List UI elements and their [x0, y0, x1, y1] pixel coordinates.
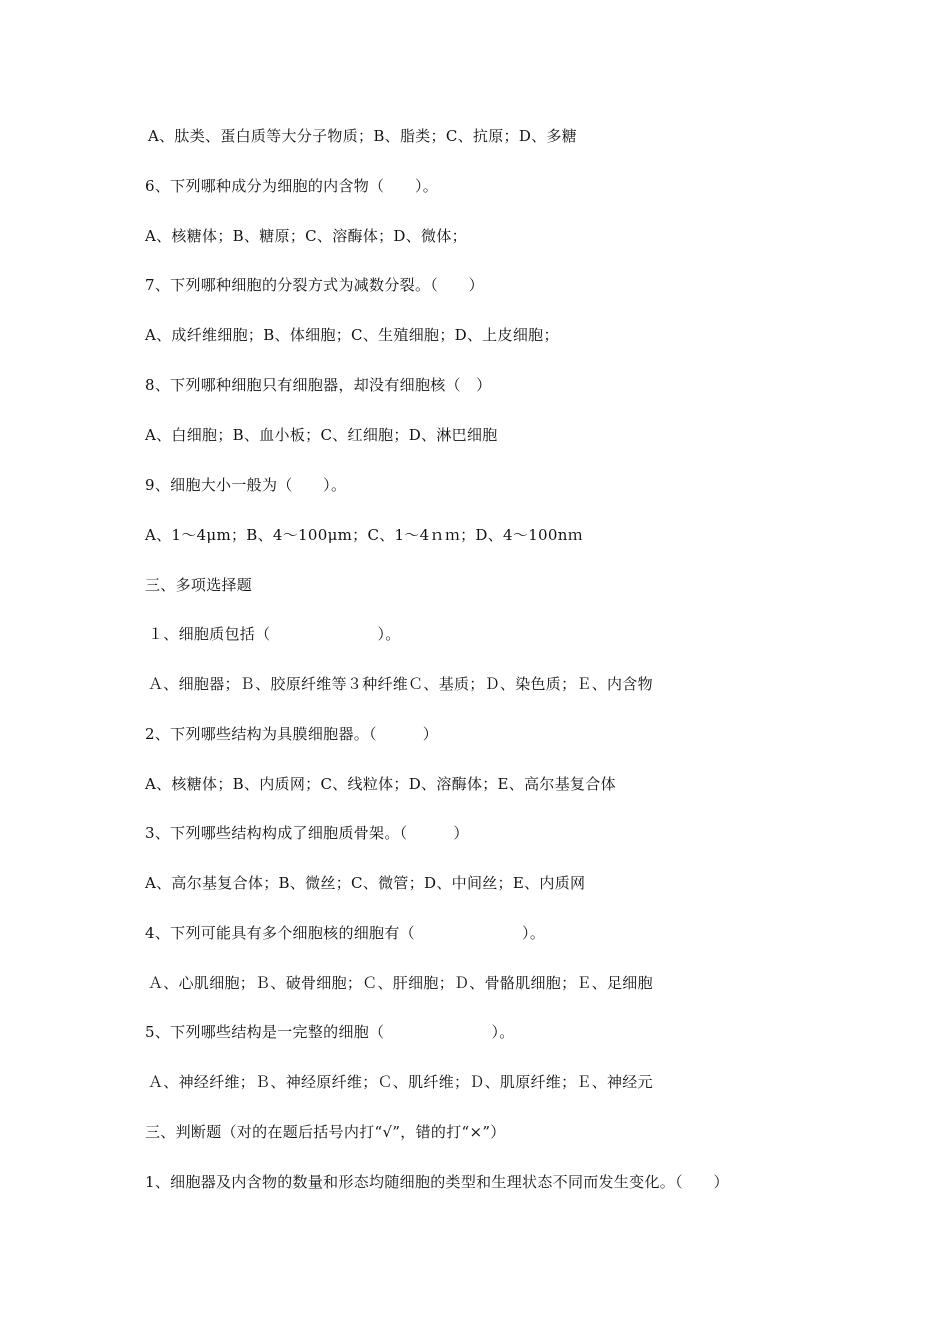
mc-answer-options-1: Ａ、细胞器；Ｂ、胶原纤维等３种纤维Ｃ、基质；Ｄ、染色质；Ｅ、内含物: [148, 675, 653, 693]
answer-options-9: A、1～4μm；B、4～100μm；C、1～4ｎｍ；D、4～100nｍ: [145, 526, 583, 544]
mc-question-5: 5、下列哪些结构是一完整的细胞（ ）。: [145, 1023, 515, 1041]
mc-question-3: 3、下列哪些结构构成了细胞质骨架。（ ）: [145, 824, 469, 842]
mc-answer-options-5: Ａ、神经纤维；Ｂ、神经原纤维；Ｃ、肌纤维；Ｄ、肌原纤维；Ｅ、神经元: [148, 1073, 653, 1091]
question-7: 7、下列哪种细胞的分裂方式为减数分裂。（ ）: [145, 276, 484, 294]
section-heading-true-false: 三、判断题（对的在题后括号内打“√”，错的打“×”）: [145, 1123, 506, 1141]
mc-question-4: 4、下列可能具有多个细胞核的细胞有（ ）。: [145, 924, 546, 942]
tf-question-1: 1、细胞器及内含物的数量和形态均随细胞的类型和生理状态不同而发生变化。（ ）: [145, 1173, 729, 1191]
mc-answer-options-3: A、高尔基复合体；B、微丝；C、微管；D、中间丝；E、内质网: [145, 874, 586, 892]
answer-options-5: A、肽类、蛋白质等大分子物质；B、脂类；C、抗原；D、多糖: [148, 127, 578, 145]
question-9: 9、细胞大小一般为（ ）。: [145, 476, 347, 494]
mc-answer-options-2: A、核糖体；B、内质网；C、线粒体；D、溶酶体；E、高尔基复合体: [145, 775, 616, 793]
section-heading-multiple-choice: 三、多项选择题: [145, 576, 253, 594]
mc-answer-options-4: Ａ、心肌细胞；Ｂ、破骨细胞；Ｃ、肝细胞；Ｄ、骨骼肌细胞；Ｅ、足细胞: [148, 974, 653, 992]
mc-question-1: １、细胞质包括（ ）。: [148, 625, 401, 643]
question-8: 8、下列哪种细胞只有细胞器，却没有细胞核（ ）: [145, 376, 492, 394]
question-6: 6、下列哪种成分为细胞的内含物（ ）。: [145, 177, 439, 195]
answer-options-8: A、白细胞；B、血小板；C、红细胞；D、淋巴细胞: [145, 426, 498, 444]
answer-options-7: A、成纤维细胞；B、体细胞；C、生殖细胞；D、上皮细胞；: [145, 326, 559, 344]
answer-options-6: A、核糖体；B、糖原；C、溶酶体；D、微体；: [145, 227, 467, 245]
mc-question-2: 2、下列哪些结构为具膜细胞器。（ ）: [145, 725, 439, 743]
